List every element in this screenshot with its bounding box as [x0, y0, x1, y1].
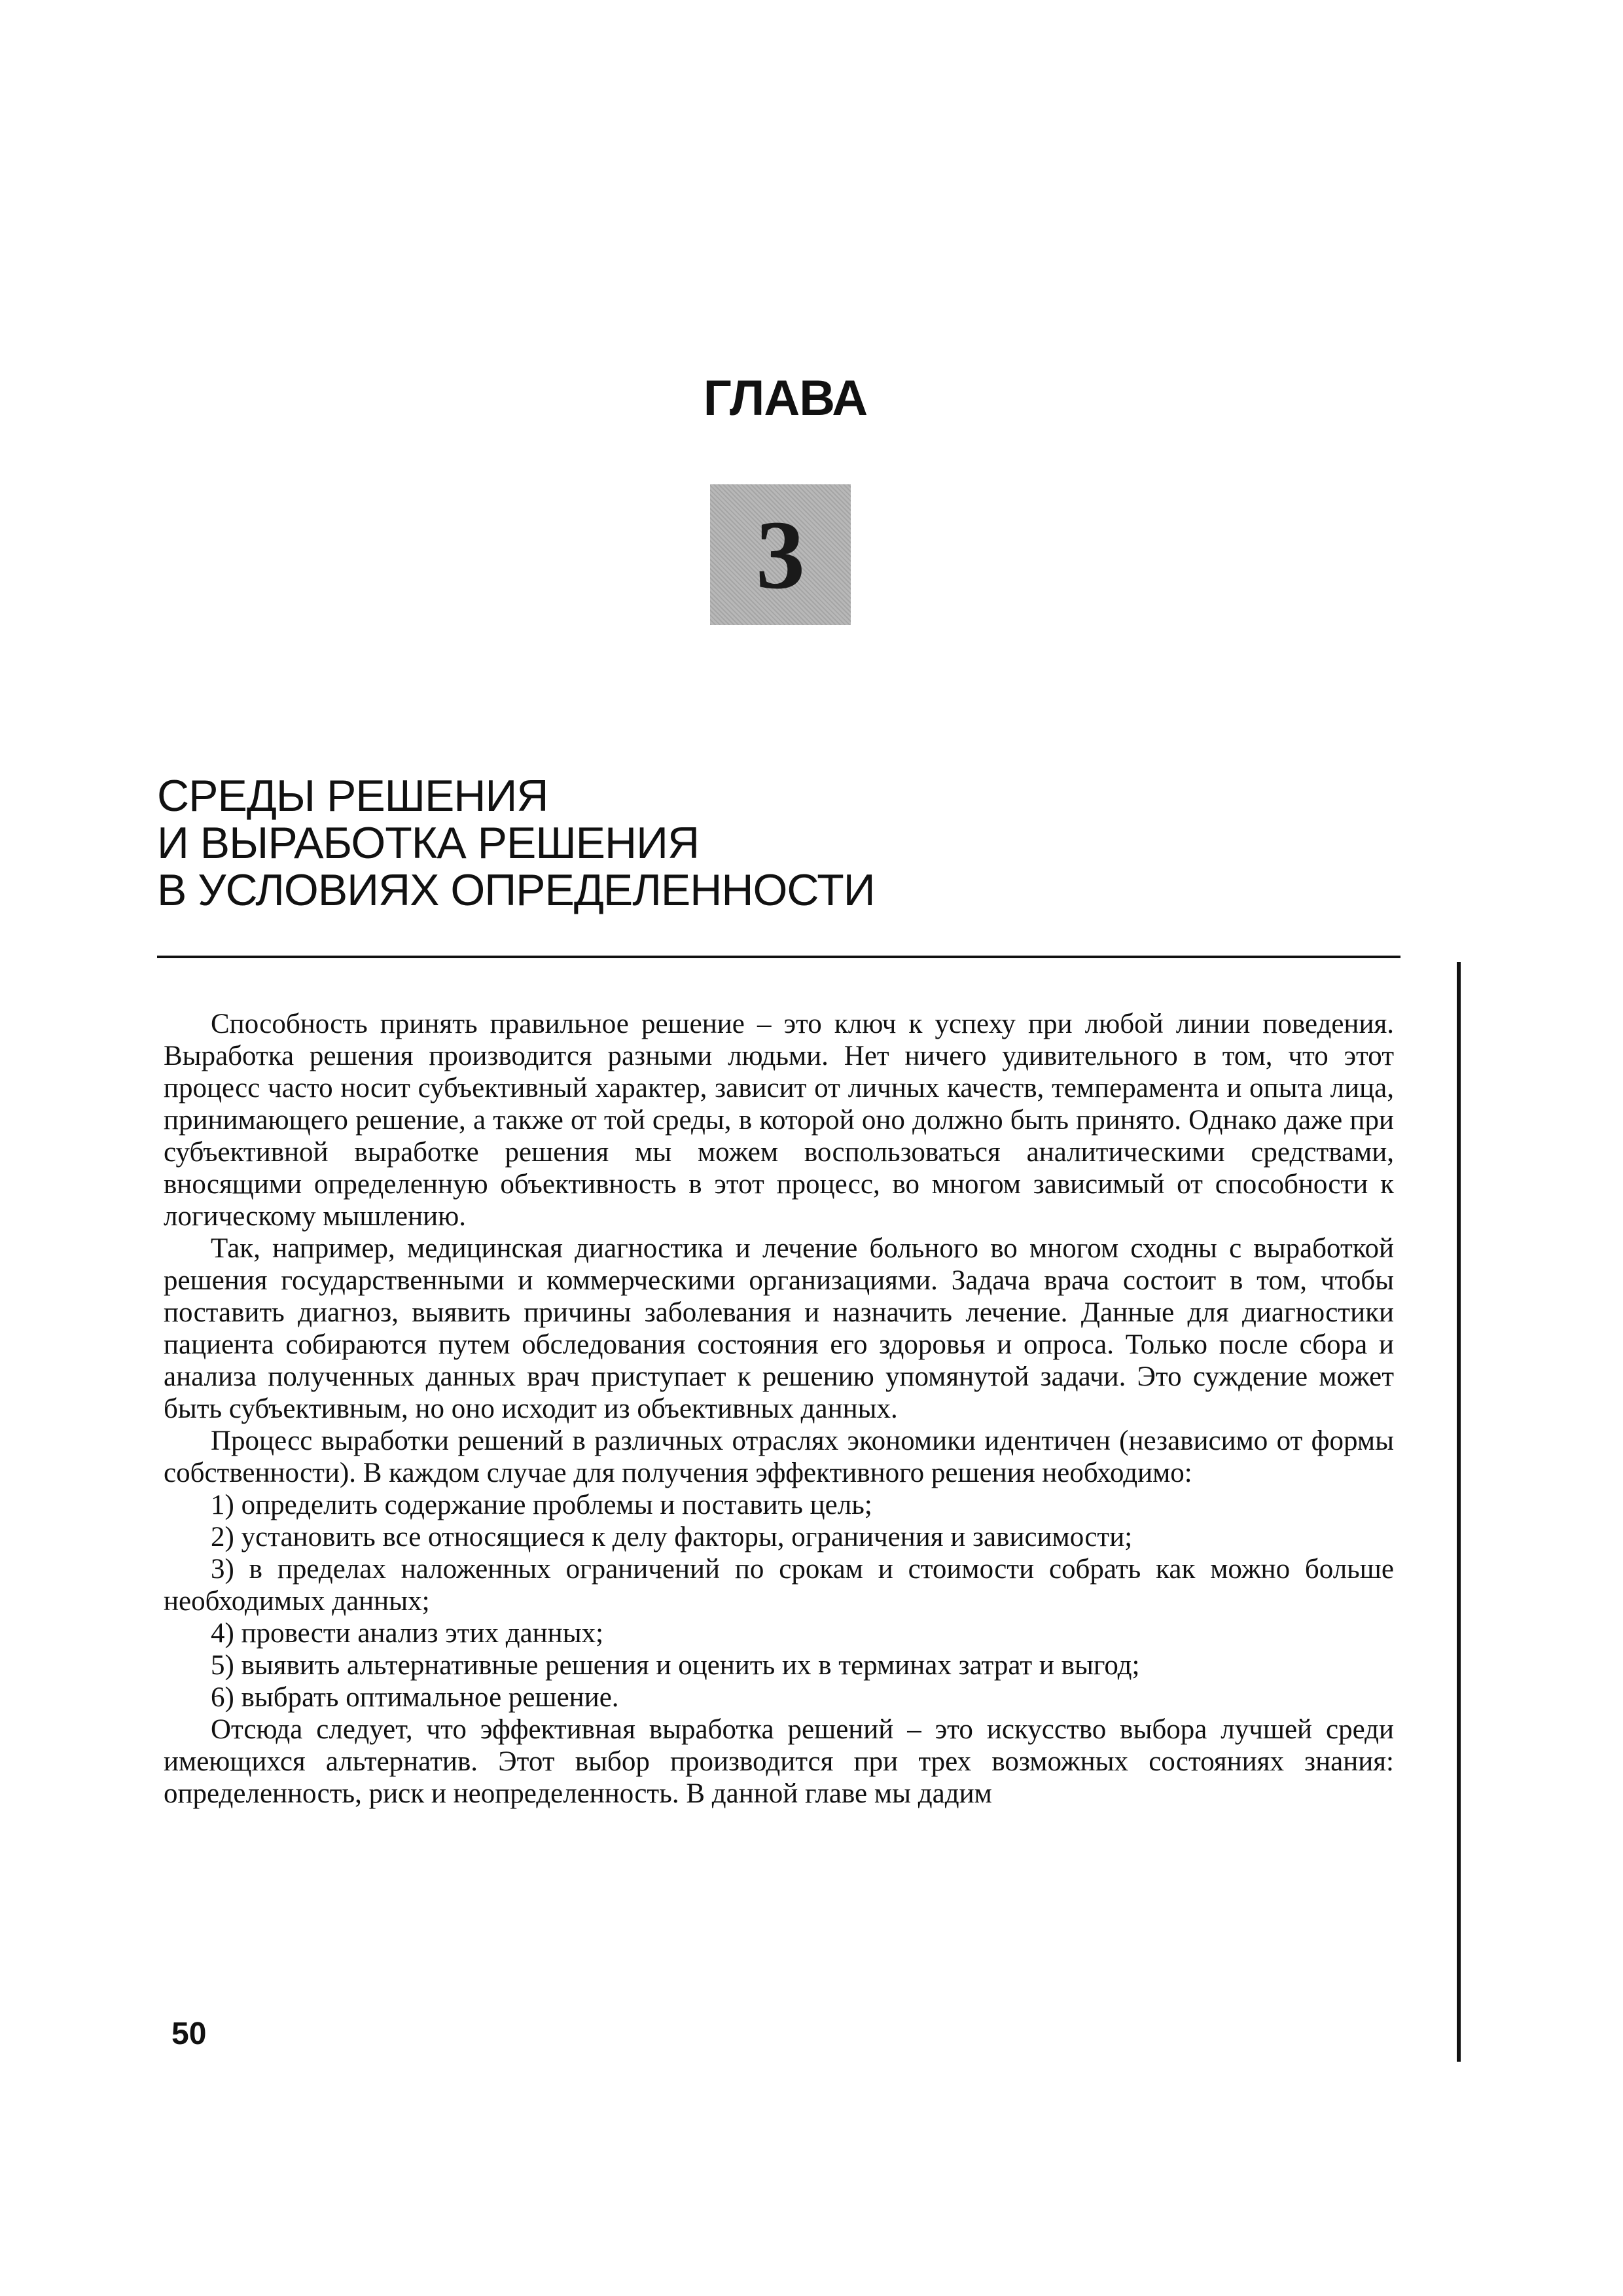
- title-divider: [157, 956, 1400, 958]
- chapter-number: 3: [756, 500, 805, 609]
- paragraph: Отсюда следует, что эффективная выработка решений – это искусство выбора лучшей среди имеющихся альтернатив. Этот выбор производится при трех возможных состояниях знания: определенность, риск и неопределенность. В данной главе мы дадим: [164, 1714, 1394, 1809]
- chapter-number-box: [710, 484, 851, 625]
- chapter-label: ГЛАВА: [703, 370, 868, 426]
- list-item: 6) выбрать оптимальное решение.: [211, 1682, 619, 1713]
- page-number: 50: [171, 2017, 207, 2051]
- chapter-title-line: В УСЛОВИЯХ ОПРЕДЕЛЕННОСТИ: [157, 865, 875, 915]
- body-text: [164, 1008, 1394, 1810]
- list-item: 1) определить содержание проблемы и поставить цель;: [211, 1490, 872, 1520]
- list-item: 3) в пределах наложенных ограничений по срокам и стоимости собрать как можно больше необходимых данных;: [164, 1554, 1394, 1617]
- margin-rule: [1457, 962, 1461, 2062]
- chapter-title: [157, 772, 1400, 914]
- chapter-title-line: СРЕДЫ РЕШЕНИЯ: [157, 771, 548, 821]
- paragraph: Так, например, медицинская диагностика и лечение больного во многом сходны с выработкой решения государственными и коммерческими организациями. Задача врача состоит в том, чтобы поставить диагноз, выявить причины заболевания и назначить лечение. Данные для диагностики пациента собираются путем обследования состояния его здоровья и опроса. Только после сбора и анализа полученных данных врач приступает к решению упомянутой задачи. Это суждение может быть субъективным, но оно исходит из объективных данных.: [164, 1233, 1394, 1424]
- list-item: 2) установить все относящиеся к делу факторы, ограничения и зависимости;: [211, 1522, 1133, 1552]
- paragraph: Процесс выработки решений в различных отраслях экономики идентичен (независимо от формы собственности). В каждом случае для получения эффективного решения необходимо:: [164, 1426, 1394, 1488]
- list-item: 4) провести анализ этих данных;: [211, 1618, 604, 1649]
- paragraph: Способность принять правильное решение – это ключ к успеху при любой линии поведения. Выработка решения производится разными людьми. Нет ничего удивительного в том, что этот процесс часто носит субъективный характер, зависит от личных качеств, темперамента и опыта лица, принимающего решение, а также от той среды, в которой оно должно быть принято. Однако даже при субъективной выработке решения мы можем воспользоваться аналитическими средствами, вносящими определенную объективность в этот процесс, во многом зависимый от способности к логическому мышлению.: [164, 1009, 1394, 1232]
- chapter-title-line: И ВЫРАБОТКА РЕШЕНИЯ: [157, 818, 700, 868]
- list-item: 5) выявить альтернативные решения и оценить их в терминах затрат и выгод;: [211, 1650, 1140, 1681]
